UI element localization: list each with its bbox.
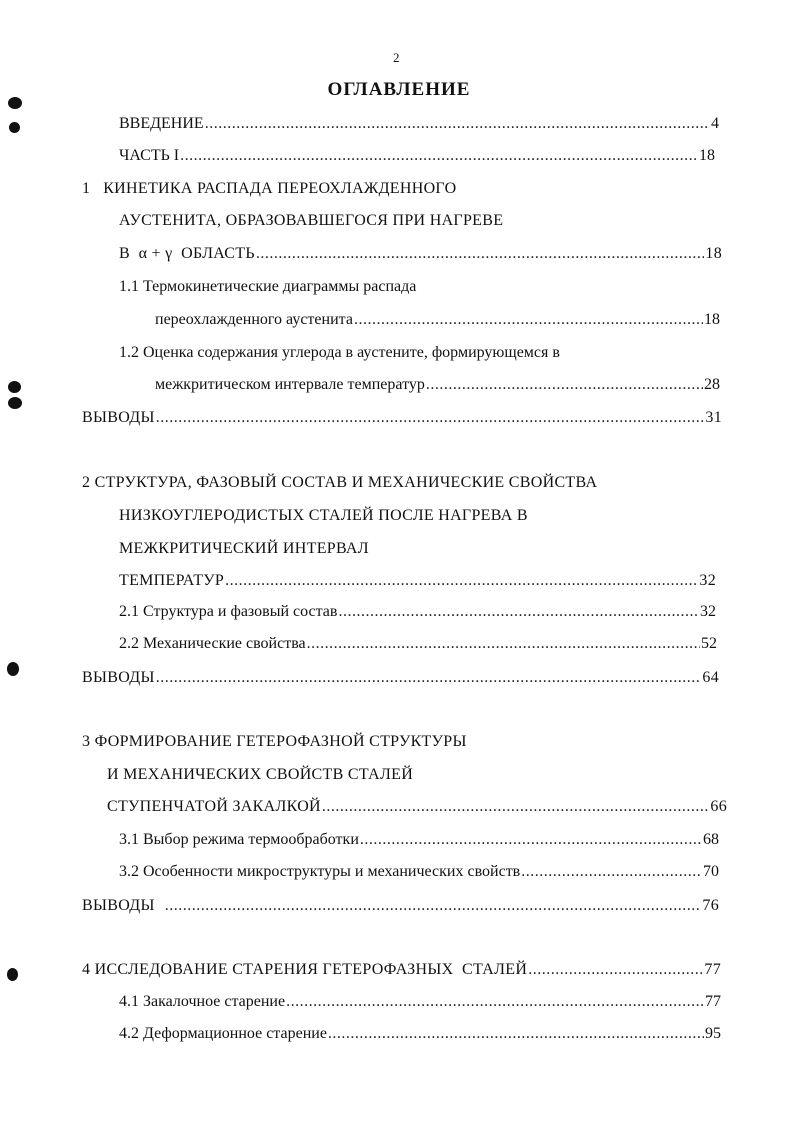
entry-text: 3.2 Особенности микроструктуры и механических свойств	[119, 863, 521, 880]
section-1-1-heading-line: 1.1 Термокинетические диаграммы распада	[119, 278, 417, 295]
entry-text: В α + γ ОБЛАСТЬ	[119, 245, 255, 262]
chapter-3-heading-line: И МЕХАНИЧЕСКИХ СВОЙСТВ СТАЛЕЙ	[107, 766, 414, 783]
leader-dots	[205, 114, 710, 134]
entry-page: 52	[701, 635, 717, 652]
toc-entry-section-2-2[interactable]	[119, 634, 717, 654]
toc-entry-section-4-2[interactable]	[119, 1024, 721, 1044]
entry-page: 76	[702, 897, 719, 914]
entry-page: 32	[699, 572, 716, 589]
entry-text: 4.2 Деформационное старение	[119, 1025, 327, 1042]
toc-entry-chapter-3[interactable]	[107, 797, 727, 817]
entry-page: 70	[703, 863, 719, 880]
entry-page: 31	[705, 409, 722, 426]
toc-entry-part-one[interactable]	[119, 146, 715, 166]
entry-page: 77	[704, 961, 721, 978]
entry-text: ВЫВОДЫ	[82, 897, 155, 914]
toc-entry-introduction[interactable]	[119, 114, 719, 134]
leader-dots	[328, 1024, 704, 1044]
scan-blot	[7, 968, 18, 981]
entry-page: 77	[705, 993, 721, 1010]
toc-entry-chapter-2-conclusions[interactable]	[82, 668, 719, 688]
leader-dots	[156, 408, 705, 428]
leader-dots	[521, 862, 702, 882]
toc-entry-section-4-1[interactable]	[119, 992, 721, 1012]
entry-page: 18	[699, 147, 715, 164]
toc-entry-section-1-1[interactable]	[155, 310, 720, 330]
chapter-3-heading-line: 3 ФОРМИРОВАНИЕ ГЕТЕРОФАЗНОЙ СТРУКТУРЫ	[82, 733, 467, 750]
leader-dots	[180, 146, 698, 166]
entry-page: 28	[704, 376, 720, 393]
chapter-2-heading-line: 2 СТРУКТУРА, ФАЗОВЫЙ СОСТАВ И МЕХАНИЧЕСКИЕ СВОЙСТВА	[82, 474, 598, 491]
leader-dots	[286, 992, 704, 1012]
entry-page: 32	[700, 603, 716, 620]
leader-dots	[322, 797, 709, 817]
entry-text: ВВЕДЕНИЕ	[119, 115, 204, 132]
chapter-2-heading-line: НИЗКОУГЛЕРОДИСТЫХ СТАЛЕЙ ПОСЛЕ НАГРЕВА В	[119, 507, 528, 524]
entry-text: ЧАСТЬ I	[119, 147, 180, 164]
entry-text: 3.1 Выбор режима термообработки	[119, 831, 359, 848]
toc-entry-chapter-3-conclusions[interactable]	[82, 896, 719, 916]
chapter-1-heading-line: АУСТЕНИТА, ОБРАЗОВАВШЕГОСЯ ПРИ НАГРЕВЕ	[119, 212, 504, 229]
scan-blot	[9, 122, 20, 133]
leader-dots	[307, 634, 700, 654]
toc-entry-chapter-1-conclusions[interactable]	[82, 408, 722, 428]
toc-entry-chapter-2[interactable]	[119, 571, 716, 591]
entry-text: ВЫВОДЫ	[82, 669, 155, 686]
scan-blot	[8, 397, 22, 409]
toc-entry-section-1-2[interactable]	[155, 375, 720, 395]
toc-entry-section-2-1[interactable]	[119, 602, 716, 622]
entry-page: 95	[705, 1025, 721, 1042]
leader-dots	[256, 244, 705, 264]
toc-entry-chapter-4[interactable]	[82, 960, 721, 980]
entry-page: 64	[702, 669, 719, 686]
page-number: 2	[393, 50, 400, 65]
entry-page: 68	[703, 831, 719, 848]
leader-dots	[225, 571, 698, 591]
leader-dots	[338, 602, 699, 622]
entry-text: 4 ИССЛЕДОВАНИЕ СТАРЕНИЯ ГЕТЕРОФАЗНЫХ СТАЛЕЙ	[82, 961, 528, 978]
entry-text: 4.1 Закалочное старение	[119, 993, 286, 1010]
entry-text: переохлажденного аустенита	[155, 311, 353, 328]
chapter-2-heading-line: МЕЖКРИТИЧЕСКИЙ ИНТЕРВАЛ	[119, 540, 369, 557]
entry-text: ВЫВОДЫ	[82, 409, 155, 426]
section-1-2-heading-line: 1.2 Оценка содержания углерода в аустените, формирующемся в	[119, 344, 560, 361]
leader-dots	[156, 668, 702, 688]
leader-dots	[165, 896, 702, 916]
entry-text: ТЕМПЕРАТУР	[119, 572, 225, 589]
entry-page: 66	[710, 798, 727, 815]
entry-text: 2.2 Механические свойства	[119, 635, 306, 652]
page-title: ОГЛАВЛЕНИЕ	[327, 79, 471, 100]
entry-text: межкритическом интервале температур	[155, 376, 425, 393]
leader-dots	[528, 960, 703, 980]
scan-blot	[8, 381, 21, 393]
entry-text: СТУПЕНЧАТОЙ ЗАКАЛКОЙ	[107, 798, 321, 815]
entry-text: 2.1 Структура и фазовый состав	[119, 603, 338, 620]
toc-entry-section-3-2[interactable]	[119, 862, 719, 882]
toc-entry-chapter-1[interactable]	[119, 244, 722, 264]
leader-dots	[426, 375, 703, 395]
leader-dots	[360, 830, 702, 850]
entry-page: 18	[704, 311, 720, 328]
entry-page: 18	[705, 245, 722, 262]
chapter-1-heading-line: 1 КИНЕТИКА РАСПАДА ПЕРЕОХЛАЖДЕННОГО	[82, 180, 457, 197]
toc-entry-section-3-1[interactable]	[119, 830, 719, 850]
leader-dots	[354, 310, 703, 330]
entry-page: 4	[711, 115, 719, 132]
scan-blot	[7, 662, 19, 676]
